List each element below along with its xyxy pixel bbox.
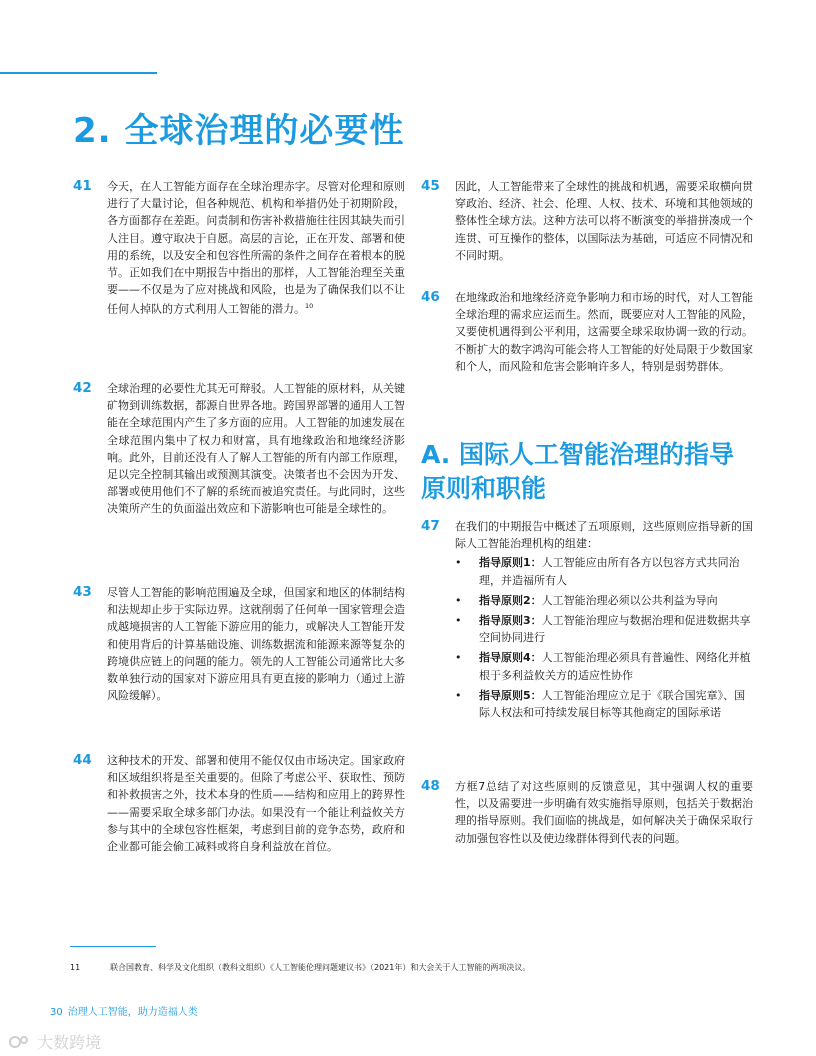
principle-label: 指导原则4： [479,651,542,665]
paragraph-text: 这种技术的开发、部署和使用不能仅仅由市场决定。国家政府和区域组织将是至关重要的。但除了考虑公平、获取性、预防和补救损害之外，技术本身的性质——结构和应用上的跨界性——需要采取全球多部门办法。如果没有一个能让利益攸关方参与其中的全球包容性框架，考虑到目前的竞争态势，政府和企业都可能会偷工减料或将自身利益放在首位。 [107,754,405,854]
list-item [455,612,753,646]
paragraph-text: 在我们的中期报告中概述了五项原则，这些原则应指导新的国际人工智能治理机构的组建： [455,520,753,551]
paragraph-text: 因此，人工智能带来了全球性的挑战和机遇，需要采取横向贯穿政治、经济、社会、伦理、人权、技术、环境和其他领域的整体性全球方法。这种方法可以将不断演变的举措拼凑成一个连贯、可互操作的整体，以国际法为基础，可适应不同情况和不同时期。 [455,180,753,262]
paragraph-43 [73,584,405,704]
watermark-text: 大数跨境 [37,1033,102,1052]
bullet-icon: • [455,688,462,702]
paragraph-45 [421,178,753,264]
paragraph-41 [73,178,405,318]
principle-label: 指导原则5： [479,688,542,702]
page-footer [50,1003,198,1018]
list-item [455,649,753,683]
list-item [455,592,753,609]
paragraph-number: 42 [73,380,92,396]
paragraph-text: 今天，在人工智能方面存在全球治理赤字。尽管对伦理和原则进行了大量讨论，但各种规范、机构和举措仍处于初期阶段，各方面都存在差距。问责制和伤害补救措施往往因其缺失而引人注目。遵守取决于自愿。高层的言论，正在开发、部署和使用的系统，以及安全和包容性所需的条件之间存在着根本的脱节。正如我们在中期报告中指出的那样，人工智能治理至关重要——不仅是为了应对挑战和风险，也是为了确保我们以不让任何人掉队的方式利用人工智能的潜力。 [107,180,405,317]
footnote-number: 11 [70,963,81,972]
paragraph-number: 46 [421,289,440,305]
paragraph-number: 41 [73,178,92,194]
principle-text: 人工智能治理应与数据治理和促进数据共享空间协同进行 [479,614,751,645]
top-accent-rule [0,72,157,74]
section-a-title: A. 国际人工智能治理的指导原则和职能 [421,440,735,503]
footnote-text: 联合国教育、科学及文化组织（教科文组织）《人工智能伦理问题建议书》（2021年）和大会关于人工智能的两项决议。 [110,963,531,972]
principle-text: 人工智能治理必须具有普遍性、网络化并植根于多利益攸关方的适应性协作 [479,651,751,682]
footnote-rule [70,946,156,947]
footnote-ref[interactable]: 10 [305,302,314,311]
bullet-icon: • [455,593,462,607]
principle-text: 人工智能治理必须以公共利益为导向 [541,593,718,607]
bullet-icon: • [455,651,462,665]
bullet-icon: • [455,614,462,628]
footnote [70,962,770,973]
watermark-logo-icon [8,1034,32,1050]
principle-text: 人工智能治理应立足于《联合国宪章》、国际人权法和可持续发展目标等其他商定的国际承诺 [479,688,746,720]
principle-label: 指导原则3： [479,614,542,628]
bullet-icon: • [455,556,462,570]
paragraph-number: 44 [73,752,92,768]
page-title: 2. 全球治理的必要性 [73,111,405,151]
paragraph-42 [73,380,405,518]
paragraph-number: 47 [421,518,440,534]
principles-list [455,554,753,721]
principle-label: 指导原则2： [479,593,542,607]
list-item [455,554,753,588]
paragraph-text: 方框7总结了对这些原则的反馈意见，其中强调人权的重要性，以及需要进一步明确有效实施指导原则，包括关于数据治理的指导原则。我们面临的挑战是，如何解决关于确保采取行动加强包容性以及使边缘群体得到代表的问题。 [455,780,753,845]
footer-title: 治理人工智能，助力造福人类 [67,1007,198,1018]
paragraph-44 [73,752,405,855]
paragraph-text: 尽管人工智能的影响范围遍及全球，但国家和地区的体制结构和法规却止步于实际边界。这就削弱了任何单一国家管理会造成越境损害的人工智能下游应用的能力，或解决人工智能开发和使用背后的计算基础设施、训练数据流和能源来源等复杂的跨境供应链上的问题的能力。领先的人工智能公司通常比大多数单独行动的国家对下游应用具有更直接的影响力（通过上游风险缓解）。 [107,586,405,703]
paragraph-46 [421,289,753,375]
page-number: 30 [50,1007,63,1018]
paragraph-47 [421,518,753,724]
list-item [455,687,753,721]
paragraph-number: 48 [421,778,440,794]
watermark [8,1030,101,1053]
paragraph-48 [421,778,753,847]
paragraph-number: 43 [73,584,92,600]
paragraph-text: 在地缘政治和地缘经济竞争影响力和市场的时代，对人工智能全球治理的需求应运而生。然而，既要应对人工智能的风险，又要使机遇得到公平利用，这需要全球采取协调一致的行动。不断扩大的数字鸿沟可能会将人工智能的好处局限于少数国家和个人，而风险和危害会影响许多人，特别是弱势群体。 [455,291,753,373]
principle-label: 指导原则1： [479,556,542,570]
paragraph-text: 全球治理的必要性尤其无可辩驳。人工智能的原材料，从关键矿物到训练数据，都源自世界各地。跨国界部署的通用人工智能在全球范围内产生了多方面的应用。人工智能的加速发展在全球范围内集中了权力和财富，具有地缘政治和地缘经济影响。此外，目前还没有人了解人工智能的所有内部工作原理，足以完全控制其输出或预测其演变。决策者也不会因为开发、部署或使用他们不了解的系统而被追究责任。与此同时，这些决策所产生的负面溢出效应和下游影响也可能是全球性的。 [107,382,405,516]
paragraph-number: 45 [421,178,440,194]
principle-text: 人工智能应由所有各方以包容方式共同治理，并造福所有人 [479,556,740,587]
